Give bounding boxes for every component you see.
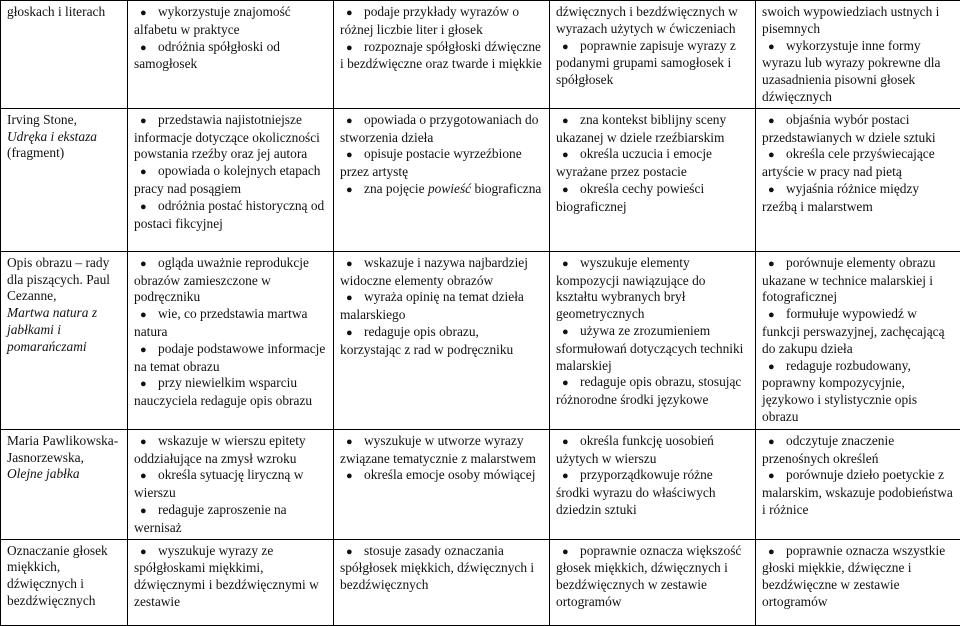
- list-item-text: wykorzystuje inne formy wyrazu lub wyrazy pokrewne dla uzasadnienia pisowni głosek dźwięcznych: [762, 38, 940, 104]
- requirement-cell: [756, 539, 960, 625]
- list-item: [556, 323, 749, 374]
- list-item: [134, 255, 327, 306]
- bullet-icon: ●: [768, 147, 778, 164]
- list-item: [340, 467, 543, 485]
- list-item-text: porównuje dzieło poetyckie z malarskim, wskazuje podobieństwa i różnice: [762, 467, 953, 517]
- list-item: [556, 146, 749, 181]
- topic-title-text: Irving Stone,: [7, 112, 121, 129]
- list-item: [134, 112, 327, 163]
- list-item: [762, 306, 954, 357]
- list-item-text: określa emocje osoby mówiącej: [364, 467, 535, 482]
- list-item: [556, 374, 749, 409]
- list-item-text: rozpoznaje spółgłoski dźwięczne i bezdźwięczne oraz twarde i miękkie: [340, 39, 542, 72]
- bullet-icon: ●: [768, 359, 778, 376]
- list-item-text: określa cechy powieści biograficznej: [556, 181, 704, 214]
- list-item-text: wie, co przedstawia martwa natura: [134, 306, 307, 339]
- list-item: [134, 306, 327, 341]
- bullet-icon: ●: [768, 182, 778, 199]
- bullet-icon: ●: [140, 5, 150, 22]
- list-item: [134, 543, 327, 611]
- topic-title-cell: [1, 429, 128, 539]
- list-item: [134, 433, 327, 468]
- list-item: [134, 39, 327, 74]
- list-item: [762, 358, 954, 426]
- list-item-text: poprawnie oznacza większość głosek miękkich, dźwięcznych i bezdźwięcznych w zestawie ortogramów: [556, 543, 741, 609]
- continued-text: [762, 4, 954, 38]
- bullet-icon: ●: [562, 147, 572, 164]
- topic-title-text: głoskach i literach: [7, 4, 121, 21]
- list-item: [340, 4, 543, 39]
- topic-title-cell: [1, 108, 128, 251]
- bullet-icon: ●: [346, 5, 356, 22]
- table-row: [1, 251, 960, 429]
- requirement-cell: [756, 1, 960, 109]
- list-item: [340, 324, 543, 359]
- bullet-icon: ●: [768, 113, 778, 130]
- topic-title-cell: [1, 539, 128, 625]
- list-item: [556, 181, 749, 216]
- bullet-icon: ●: [562, 375, 572, 392]
- list-item-text: wyszukuje wyrazy ze spółgłoskami miękkimi, dźwięcznymi i bezdźwięcznymi w zestawie: [134, 543, 319, 609]
- table-body: [1, 1, 960, 626]
- list-item-text: określa funkcję uosobień użytych w wierszu: [556, 433, 714, 466]
- topic-title-text: (fragment): [7, 145, 121, 162]
- requirement-cell: [128, 251, 334, 429]
- list-item-text-tail: biograficzna: [471, 181, 541, 196]
- bullet-icon: ●: [140, 113, 150, 130]
- list-item-text: opowiada o przygotowaniach do stworzenia dzieła: [340, 112, 538, 145]
- bullet-icon: ●: [346, 468, 356, 485]
- list-item-text: podaje przykłady wyrazów o różnej liczbie liter i głosek: [340, 4, 519, 37]
- topic-title-text: Maria Pawlikowska-Jasnorzewska,: [7, 433, 121, 467]
- bullet-icon: ●: [140, 468, 150, 485]
- bullet-icon: ●: [346, 434, 356, 451]
- bullet-icon: ●: [562, 544, 572, 561]
- bullet-icon: ●: [140, 256, 150, 273]
- bullet-icon: ●: [562, 39, 572, 56]
- list-item: [134, 163, 327, 198]
- bullet-icon: ●: [562, 468, 572, 485]
- list-item-text: opisuje postacie wyrzeźbione przez artystę: [340, 146, 522, 179]
- list-item: [134, 375, 327, 410]
- list-item: [134, 198, 327, 233]
- bullet-icon: ●: [768, 307, 778, 324]
- list-item: [340, 543, 543, 594]
- list-item-text: swoich wypowiedziach ustnych i pisemnych: [762, 4, 939, 36]
- list-item-text: wyszukuje elementy kompozycji nawiązujące do kształtu wybranych brył geometrycznych: [556, 255, 705, 321]
- bullet-icon: ●: [140, 199, 150, 216]
- bullet-icon: ●: [140, 40, 150, 57]
- bullet-icon: ●: [346, 256, 356, 273]
- requirement-cell: [334, 429, 550, 539]
- bullet-icon: ●: [346, 544, 356, 561]
- table-row: [1, 108, 960, 251]
- list-item-text: wskazuje w wierszu epitety oddziałujące na zmysł wzroku: [134, 433, 306, 466]
- bullet-icon: ●: [562, 256, 572, 273]
- list-item-text: wykorzystuje znajomość alfabetu w praktyce: [134, 4, 291, 37]
- bullet-icon: ●: [140, 544, 150, 561]
- list-item-text: redaguje zaproszenie na wernisaż: [134, 502, 287, 535]
- list-item-text: zna pojęcie: [364, 181, 428, 196]
- list-item: [134, 4, 327, 39]
- topic-title-text: Martwa natura z jabłkami i pomarańczami: [7, 305, 121, 355]
- bullet-icon: ●: [140, 342, 150, 359]
- list-item: [556, 467, 749, 518]
- bullet-icon: ●: [140, 164, 150, 181]
- list-item: [556, 255, 749, 323]
- list-item: [340, 112, 543, 147]
- continued-text: [556, 4, 749, 38]
- list-item-text: porównuje elementy obrazu ukazane w technice malarskiej i fotograficznej: [762, 255, 935, 305]
- table-row: [1, 1, 960, 109]
- bullet-icon: ●: [140, 503, 150, 520]
- list-item-text: redaguje rozbudowany, poprawny kompozycyjnie, językowo i stylistycznie opis obrazu: [762, 358, 917, 424]
- list-item: [556, 112, 749, 147]
- requirement-cell: [550, 251, 756, 429]
- list-item-text: używa ze zrozumieniem sformułowań dotyczących techniki malarskiej: [556, 323, 743, 373]
- requirement-cell: [550, 1, 756, 109]
- requirement-cell: [550, 108, 756, 251]
- bullet-icon: ●: [768, 468, 778, 485]
- list-item: [762, 467, 954, 518]
- bullet-icon: ●: [768, 256, 778, 273]
- bullet-icon: ●: [346, 40, 356, 57]
- requirement-cell: [756, 108, 960, 251]
- list-item-text: przedstawia najistotniejsze informacje dotyczące okoliczności powstania rzeźby oraz jej autora: [134, 112, 320, 162]
- list-item: [134, 467, 327, 502]
- list-item-text: redaguje opis obrazu, stosując różnorodne środki językowe: [556, 374, 741, 407]
- bullet-icon: ●: [140, 434, 150, 451]
- topic-title-cell: [1, 1, 128, 109]
- bullet-icon: ●: [140, 307, 150, 324]
- list-item-text: wskazuje i nazywa najbardziej widoczne elementy obrazów: [340, 255, 528, 288]
- list-item-text: wyraża opinię na temat dzieła malarskiego: [340, 289, 524, 322]
- requirement-cell: [128, 429, 334, 539]
- list-item-text: objaśnia wybór postaci przedstawianych w dziele sztuki: [762, 112, 936, 145]
- requirement-cell: [334, 1, 550, 109]
- bullet-icon: ●: [140, 376, 150, 393]
- list-item-text: wyjaśnia różnice między rzeźbą i malarstwem: [762, 181, 919, 214]
- bullet-icon: ●: [768, 434, 778, 451]
- bullet-icon: ●: [562, 324, 572, 341]
- list-item: [556, 433, 749, 468]
- topic-title-text: Opis obrazu – rady dla piszących. Paul Cezanne,: [7, 255, 121, 305]
- list-item-text: wyszukuje w utworze wyrazy związane tematycznie z malarstwem: [340, 433, 536, 466]
- requirement-cell: [334, 251, 550, 429]
- table-row: [1, 429, 960, 539]
- list-item: [340, 146, 543, 181]
- requirement-cell: [756, 429, 960, 539]
- bullet-icon: ●: [346, 147, 356, 164]
- topic-title-text: Olejne jabłka: [7, 466, 121, 483]
- list-item: [340, 433, 543, 468]
- list-item-text: formułuje wypowiedź w funkcji perswazyjnej, zachęcającą do zakupu dzieła: [762, 306, 945, 356]
- italic-term: powieść: [428, 181, 471, 196]
- list-item-text: poprawnie zapisuje wyrazy z podanymi grupami samogłosek i spółgłosek: [556, 38, 736, 88]
- list-item: [762, 433, 954, 468]
- list-item-text: poprawnie oznacza wszystkie głoski miękkie, dźwięczne i bezdźwięczne w zestawie ortogramów: [762, 543, 945, 609]
- bullet-icon: ●: [562, 434, 572, 451]
- list-item: [762, 112, 954, 147]
- list-item: [762, 181, 954, 216]
- list-item: [340, 39, 543, 74]
- bullet-icon: ●: [346, 113, 356, 130]
- list-item-text: określa cele przyświecające artyście w pracy nad pietą: [762, 146, 935, 179]
- bullet-icon: ●: [346, 325, 356, 342]
- list-item-text: określa sytuację liryczną w wierszu: [134, 467, 303, 500]
- list-item-text: odróżnia spółgłoski od samogłosek: [134, 39, 280, 72]
- list-item-text: przy niewielkim wsparciu nauczyciela redaguje opis obrazu: [134, 375, 312, 408]
- requirement-cell: [550, 429, 756, 539]
- topic-title-cell: [1, 251, 128, 429]
- list-item-text: ogląda uważnie reprodukcje obrazów zamieszczone w podręczniku: [134, 255, 309, 305]
- requirement-cell: [128, 539, 334, 625]
- list-item: [340, 289, 543, 324]
- topic-title-text: Oznaczanie głosek miękkich, dźwięcznych i bezdźwięcznych: [7, 543, 121, 610]
- list-item: [762, 146, 954, 181]
- bullet-icon: ●: [346, 182, 356, 199]
- bullet-icon: ●: [346, 290, 356, 307]
- list-item: [762, 255, 954, 306]
- list-item-text: odróżnia postać historyczną od postaci fikcyjnej: [134, 198, 324, 231]
- topic-title-text: Udręka i ekstaza: [7, 129, 121, 146]
- list-item: [134, 502, 327, 537]
- list-item-text: odczytuje znaczenie przenośnych określeń: [762, 433, 894, 466]
- requirement-cell: [334, 539, 550, 625]
- requirement-cell: [128, 1, 334, 109]
- table-row: [1, 539, 960, 625]
- bullet-icon: ●: [768, 39, 778, 56]
- list-item-text: określa uczucia i emocje wyrażane przez postacie: [556, 146, 712, 179]
- bullet-icon: ●: [768, 544, 778, 561]
- list-item: [340, 181, 543, 199]
- requirement-cell: [550, 539, 756, 625]
- requirement-cell: [334, 108, 550, 251]
- list-item: [556, 543, 749, 611]
- list-item-text: dźwięcznych i bezdźwięcznych w wyrazach użytych w ćwiczeniach: [556, 4, 738, 36]
- list-item-text: stosuje zasady oznaczania spółgłosek miękkich, dźwięcznych i bezdźwięcznych: [340, 543, 534, 593]
- requirement-cell: [756, 251, 960, 429]
- bullet-icon: ●: [562, 182, 572, 199]
- list-item: [762, 543, 954, 611]
- list-item-text: podaje podstawowe informacje na temat obrazu: [134, 341, 325, 374]
- list-item: [762, 38, 954, 106]
- list-item-text: redaguje opis obrazu, korzystając z rad w podręczniku: [340, 324, 513, 357]
- list-item-text: zna kontekst biblijny sceny ukazanej w dziele rzeźbiarskim: [556, 112, 726, 145]
- bullet-icon: ●: [562, 113, 572, 130]
- list-item: [556, 38, 749, 89]
- requirement-cell: [128, 108, 334, 251]
- list-item: [340, 255, 543, 290]
- list-item-text: przyporządkowuje różne środki wyrazu do właściwych dziedzin sztuki: [556, 467, 716, 517]
- list-item-text: opowiada o kolejnych etapach pracy nad posągiem: [134, 163, 321, 196]
- list-item: [134, 341, 327, 376]
